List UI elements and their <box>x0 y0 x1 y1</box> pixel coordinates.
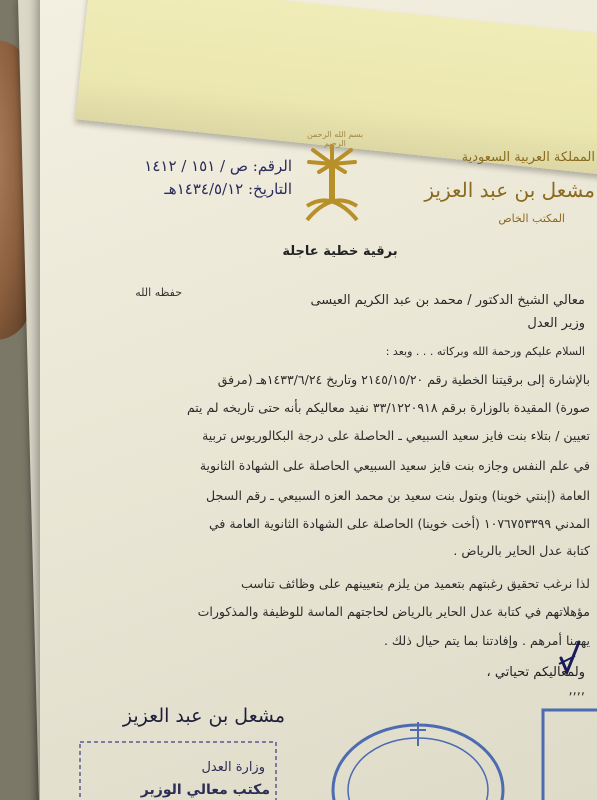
closing-dots: ,,,, <box>568 683 585 698</box>
body-line-3: تعيين / بتلاء بنت فايز سعيد السبيعي ـ الحاصلة على درجة البكالوريوس تربية <box>202 428 590 443</box>
body-line-5: العامة (إبنتي خوينا) وبتول بنت سعيد بن محمد العزه السبيعي ـ رقم السجل <box>206 488 590 503</box>
body-line-7: كتابة عدل الحاير بالرياض . <box>453 543 590 558</box>
body-line-10: يهمنا أمرهم . وإفادتنا بما يتم حيال ذلك . <box>383 633 590 648</box>
body-line-2: صورة) المقيدة بالوزارة برقم ٣٣/١٢٢٠٩١٨ نفيد معاليكم بأنه حتى تاريخه لم يتم <box>186 400 590 415</box>
palm-swords-emblem-icon <box>297 138 367 228</box>
office-heading: المكتب الخاص <box>498 212 565 225</box>
body-line-4: في علم النفس وجازه بنت فايز سعيد السبيعي الحاصلة على الشهادة الثانوية <box>199 458 590 473</box>
sender-name-heading: مشعل بن عبد العزيز <box>424 178 595 202</box>
addressee-title: وزير العدل <box>527 316 585 331</box>
ministry-name: وزارة العدل <box>201 760 265 775</box>
honorific: حفظه الله <box>135 286 182 299</box>
body-line-9: مؤهلاتهم في كتابة عدل الحاير بالرياض لحاجتهم الماسة للوظيفة والمذكورات <box>197 604 590 619</box>
blue-office-stamp <box>298 700 597 800</box>
body-line-6: المدني ١٠٧٦٧٥٣٣٩٩ (أخت خوينا) الحاصلة على الشهادة الثانوية العامة في <box>209 516 590 531</box>
reference-number: الرقم: ص / ١٥١ / ١٤١٢ <box>144 157 292 175</box>
minister-office: مكتب معالي الوزير <box>140 782 270 798</box>
body-line-8: لذا نرغب تحقيق رغبتهم بتعميد من يلزم بتعيينهم على وظائف تناسب <box>240 576 590 591</box>
addressee-name: معالي الشيخ الدكتور / محمد بن عبد الكريم العيسى <box>310 293 585 308</box>
reference-date: التاريخ: ١٤٣٤/٥/١٢هـ <box>164 180 292 198</box>
signature: مشعل بن عبد العزيز <box>122 705 285 727</box>
emblem-caption: بسم الله الرحمن الرحيم <box>306 130 364 148</box>
document-title: برقية خطية عاجلة <box>282 244 398 259</box>
closing-line: ولمعاليكم تحياتي ، <box>486 665 585 680</box>
body-line-1: بالإشارة إلى برقيتنا الخطية رقم ٢١٤٥/١٥/٢٠ وتاريخ ١٤٣٣/٦/٢٤هـ (مرفق <box>217 372 590 387</box>
kingdom-heading: المملكة العربية السعودية <box>461 150 595 165</box>
greeting: السلام عليكم ورحمة الله وبركاته . . . وبعد : <box>385 345 585 358</box>
